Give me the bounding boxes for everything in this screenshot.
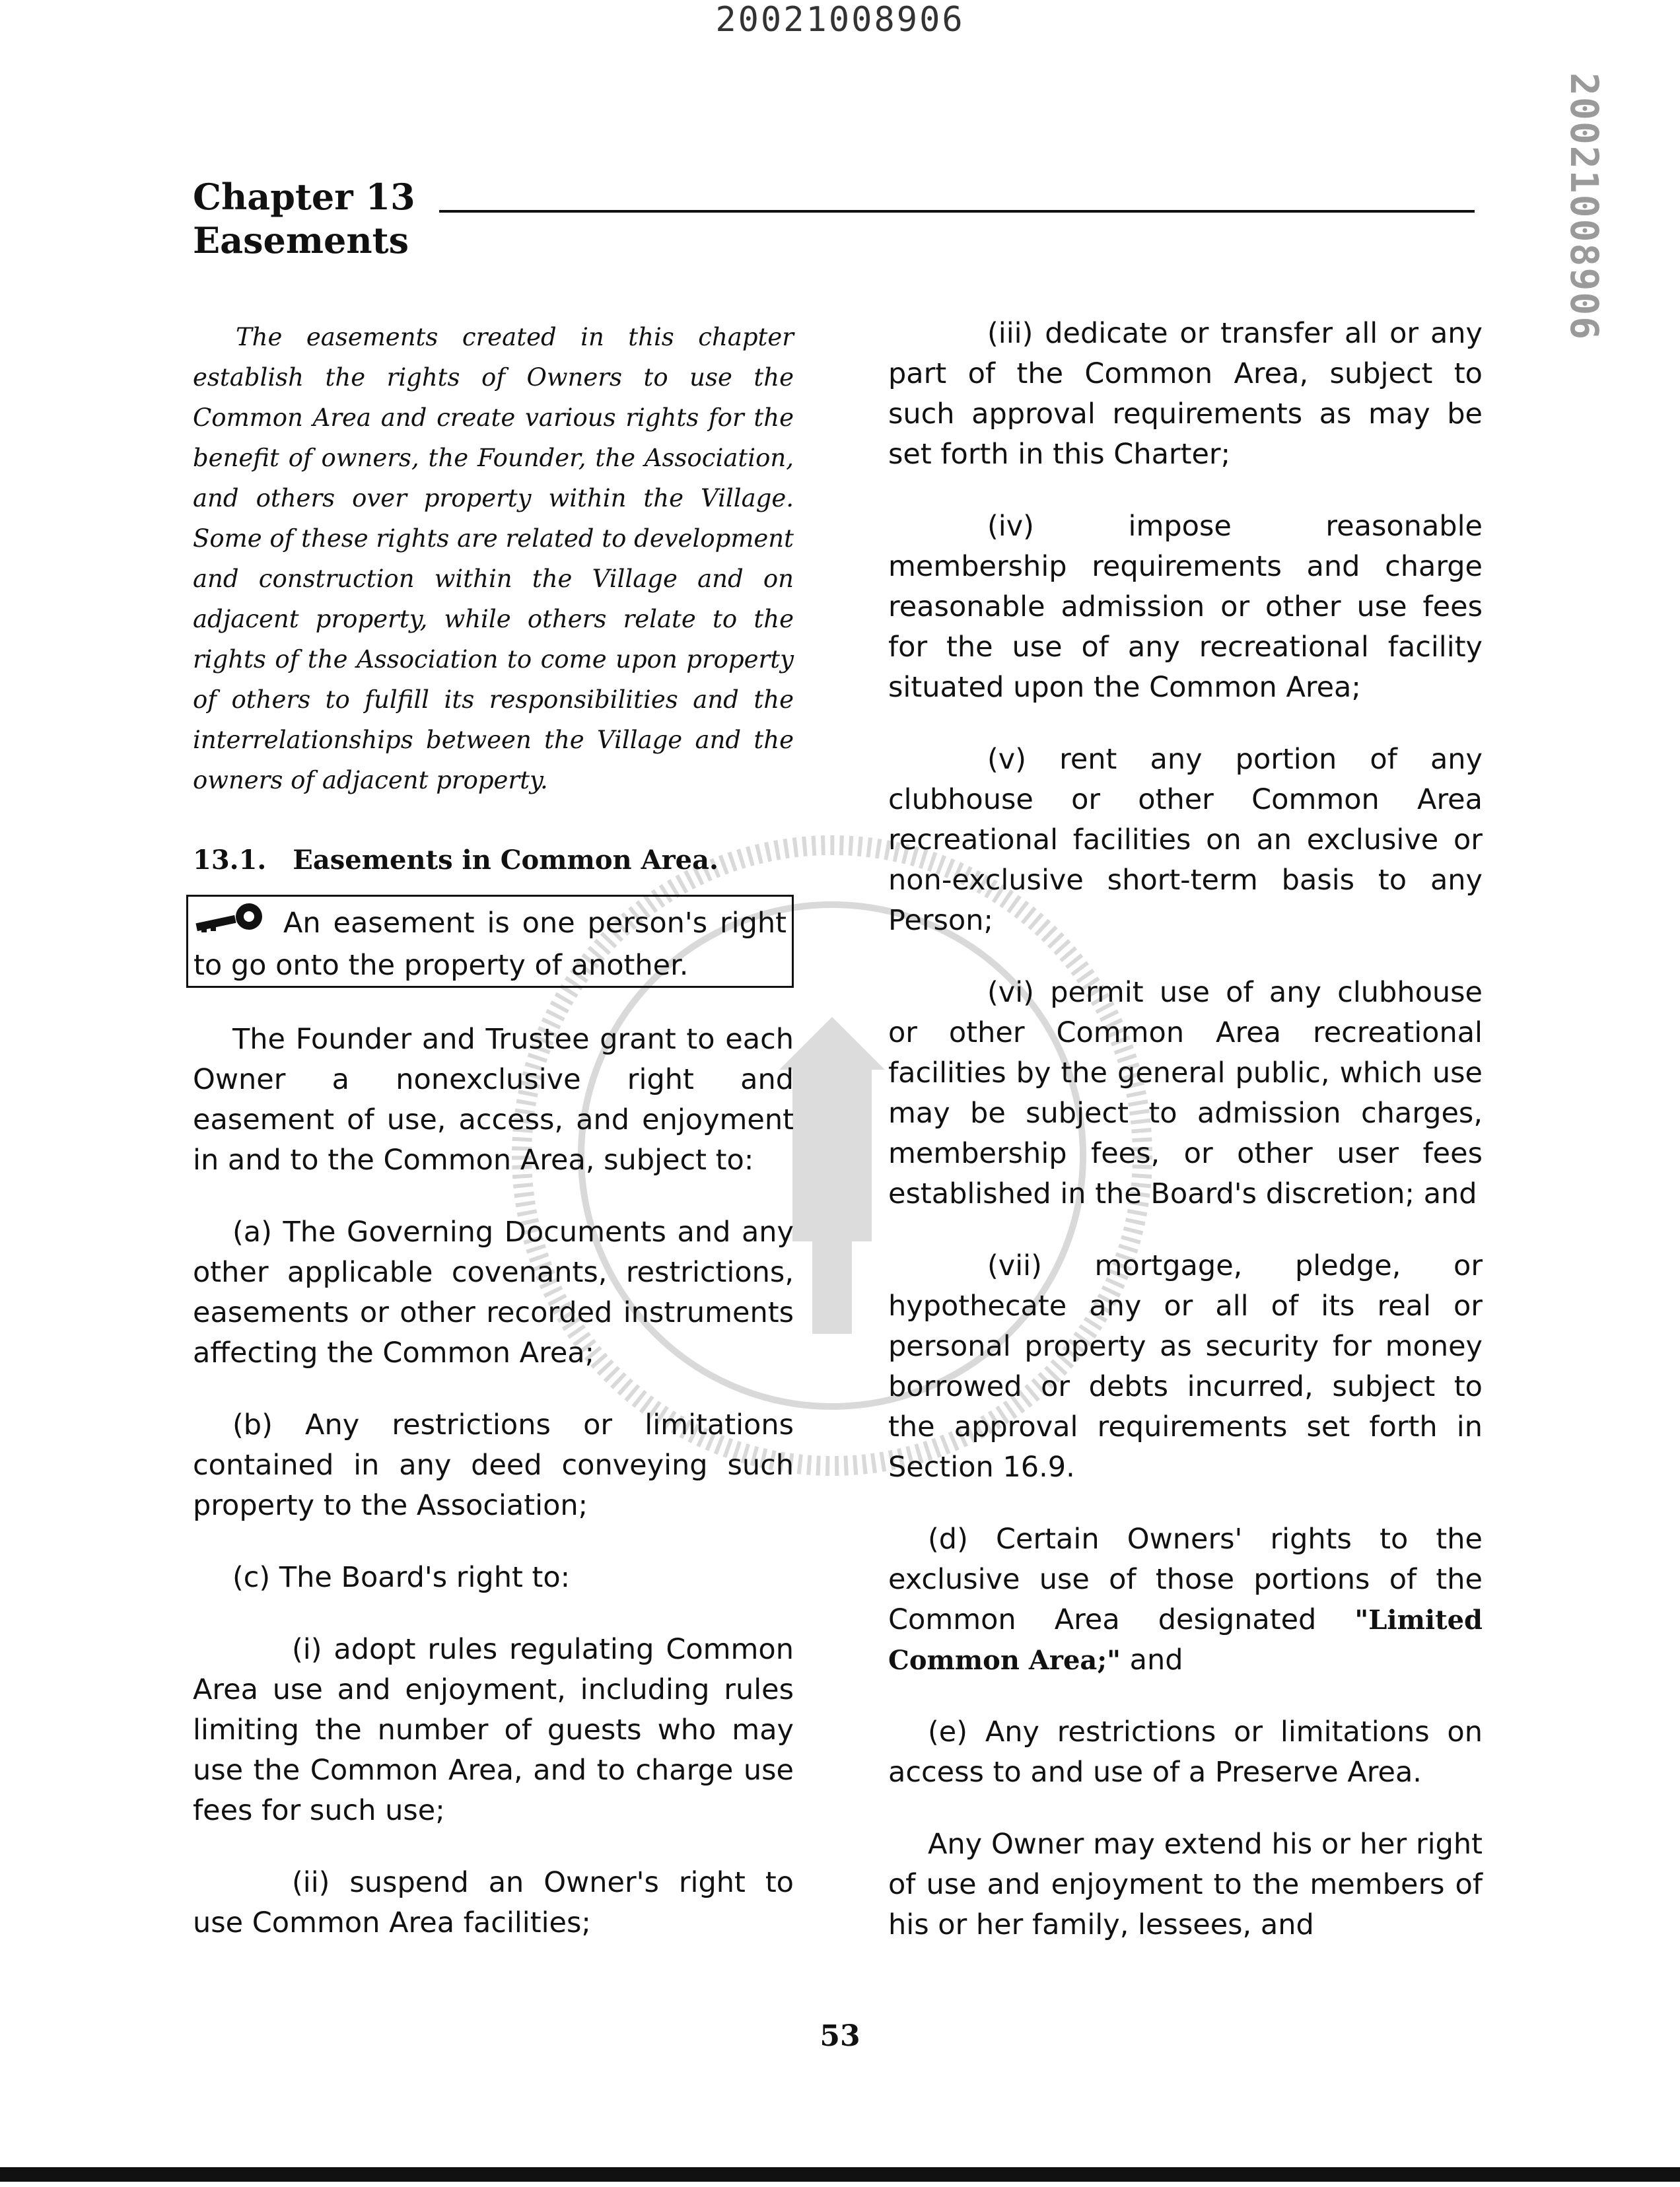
limited-common-area-term: "Limited Common Area;" [888,1605,1483,1676]
item-d-text: (d) Certain Owners' rights to the exclusive use of those portions of the Common Area designated [888,1523,1483,1636]
bottom-scan-bar [0,2167,1680,2182]
item-i: (i) adopt rules regulating Common Area use and enjoyment, including rules limiting the number of guests who may use the Common Area, and to charge use fees for such use; [193,1633,794,1827]
chapter-subtitle: Easements [193,219,409,261]
right-column [888,314,1483,1945]
item-d-end: and [1120,1644,1183,1677]
item-a: (a) The Governing Documents and any other applicable covenants, restrictions, easements or other recorded instruments affecting the Common Area; [193,1216,794,1370]
item-iv: (iv) impose reasonable membership requirements and charge reasonable admission or other use fees for the use of any recreational facility situated upon the Common Area; [888,510,1483,704]
item-d [888,1519,1483,1681]
key-note-box [186,895,794,988]
item-ii: (ii) suspend an Owner's right to use Common Area facilities; [193,1866,794,1939]
page-number: 53 [820,2019,860,2053]
item-c: (c) The Board's right to: [232,1561,571,1594]
chapter-intro: The easements created in this chapter establish the rights of Owners to use the Common Area and create various rights for the benefit of owners, the Founder, the Association, and others over property within the Village. Some of these rights are related to development and construction within the Village and on adjacent property, while others relate to the rights of the Association to come upon property of others to fulfill its responsibilities and the interrelationships between the Village and the owners of adjacent property. [193,323,794,794]
item-vi: (vi) permit use of any clubhouse or other Common Area recreational facilities by the general public, which use may be subject to admission charges, membership fees, or other user fees established in the Board's discretion; and [888,976,1483,1210]
document-number: 20021008906 [715,0,965,40]
chapter-rule [439,210,1475,213]
section-title: Easements in Common Area. [293,845,718,876]
key-icon [193,902,279,946]
item-v: (v) rent any portion of any clubhouse or other Common Area recreational facilities on an exclusive or non-exclusive short-term basis to any Person; [888,743,1483,937]
item-b: (b) Any restrictions or limitations contained in any deed conveying such property to the Association; [193,1408,794,1522]
item-e: (e) Any restrictions or limitations on access to and use of a Preserve Area. [888,1716,1483,1789]
section-number: 13.1. [193,845,267,876]
item-iii: (iii) dedicate or transfer all or any part of the Common Area, subject to such approval requirements as may be set forth in this Charter; [888,317,1483,471]
chapter-heading [193,175,1474,262]
side-stamp: 20021008906 [1562,73,1607,341]
left-column [193,317,794,1943]
grant-paragraph: The Founder and Trustee grant to each Owner a nonexclusive right and easement of use, access, and enjoyment in and to the Common Area, subject to: [193,1023,794,1177]
chapter-title: Chapter 13 [193,176,415,218]
item-vii: (vii) mortgage, pledge, or hypothecate any or all of its real or personal property as security for money borrowed or debts incurred, subject to the approval requirements set forth in Section 16.9. [888,1249,1483,1484]
section-heading [193,840,794,880]
extension-paragraph: Any Owner may extend his or her right of use and enjoyment to the members of his or her family, lessees, and [888,1828,1483,1941]
key-note-text: An easement is one person's right to go onto the property of another. [193,907,787,982]
